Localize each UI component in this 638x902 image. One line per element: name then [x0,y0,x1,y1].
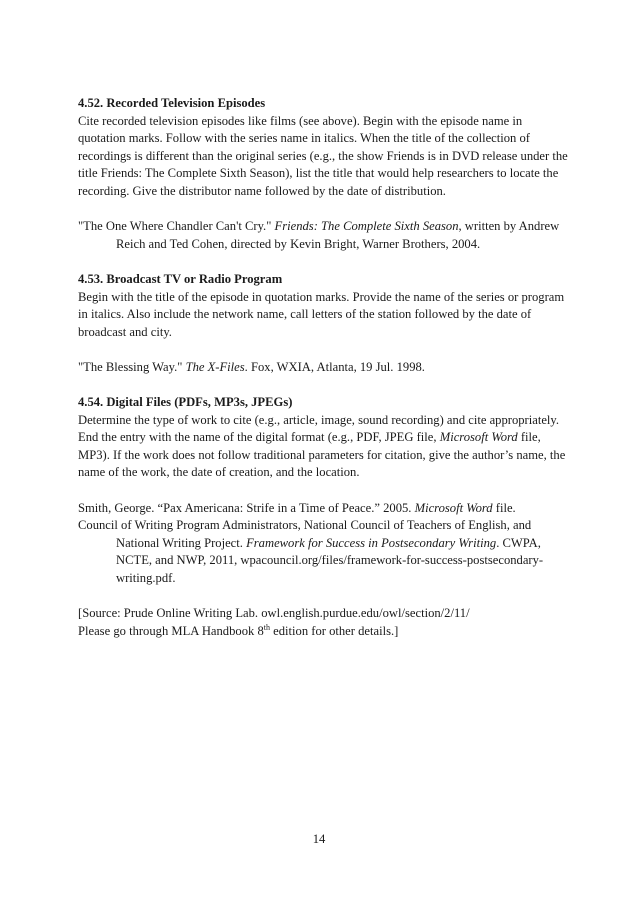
section-body-digital: Determine the type of work to cite (e.g., article, image, sound recording) and cite appropriately. End the entry with the name of the digital format (e.g., PDF, JPEG file, Microsoft Word file, MP3). If the work does not follow traditional parameters for citation, give the author’s name, the name of the work, the date of creation, and the location. [78,412,566,480]
citation-title: "The One Where Chandler Can't Cry." [78,219,275,234]
page-number: 14 [312,832,326,846]
format-name: Microsoft Word [414,500,493,515]
citation-example-tv [78,218,568,253]
citation-example-broadcast [78,359,568,377]
citation-title: "The Blessing Way." [78,359,186,374]
citation-example-digital-1: Smith, George. “Pax Americana: Strife in a Time of Peace.” 2005. Microsoft Word file. [78,500,516,515]
section-body-broadcast: Begin with the title of the episode in quotation marks. Provide the name of the series or program in italics. Also include the network name, call letters of the station followed by the date of broadcast and city. [78,289,565,339]
citation-series: Friends: The Complete Sixth Season [274,219,459,234]
section-heading-digital: 4.54. Digital Files (PDFs, MP3s, JPEGs) [78,395,293,410]
citation-example-digital-2: Council of Writing Program Administrators, National Council of Teachers of English, and National Writing Project. Framework for Success in Postsecondary Writing. CWPA, NCTE, and NWP, 2011, wpacouncil.org/files/framework-for-success-postsecondary-writing.pdf. [78,518,544,586]
source-note-line-2: Please go through MLA Handbook 8th edition for other details.] [78,622,399,638]
section-body-tv: Cite recorded television episodes like films (see above). Begin with the episode name in quotation marks. Follow with the series name in italics. When the title of the collection of recordings is different than the original series (e.g., the show Friends is in DVD release under the title Friends: The Complete Sixth Season), list the title that would help researchers to locate the recording. Give the distributor name followed by the date of distribution. [78,113,568,198]
citation-details: . Fox, WXIA, Atlanta, 19 Jul. 1998. [244,359,425,374]
section-heading-tv: 4.52. Recorded Television Episodes [78,96,266,110]
source-note-line-1: [Source: Prude Online Writing Lab. owl.english.purdue.edu/owl/section/2/11/ [78,606,470,621]
section-heading-broadcast: 4.53. Broadcast TV or Radio Program [78,271,283,286]
document-body [78,95,568,640]
citation-series: The X-Files [185,359,245,374]
citation-details: , written by Andrew Reich and Ted Cohen, directed by Kevin Bright, Warner Brothers, 2004. [116,219,560,251]
format-name: Microsoft Word [439,430,518,445]
work-title: Framework for Success in Postsecondary Writing [246,535,497,550]
